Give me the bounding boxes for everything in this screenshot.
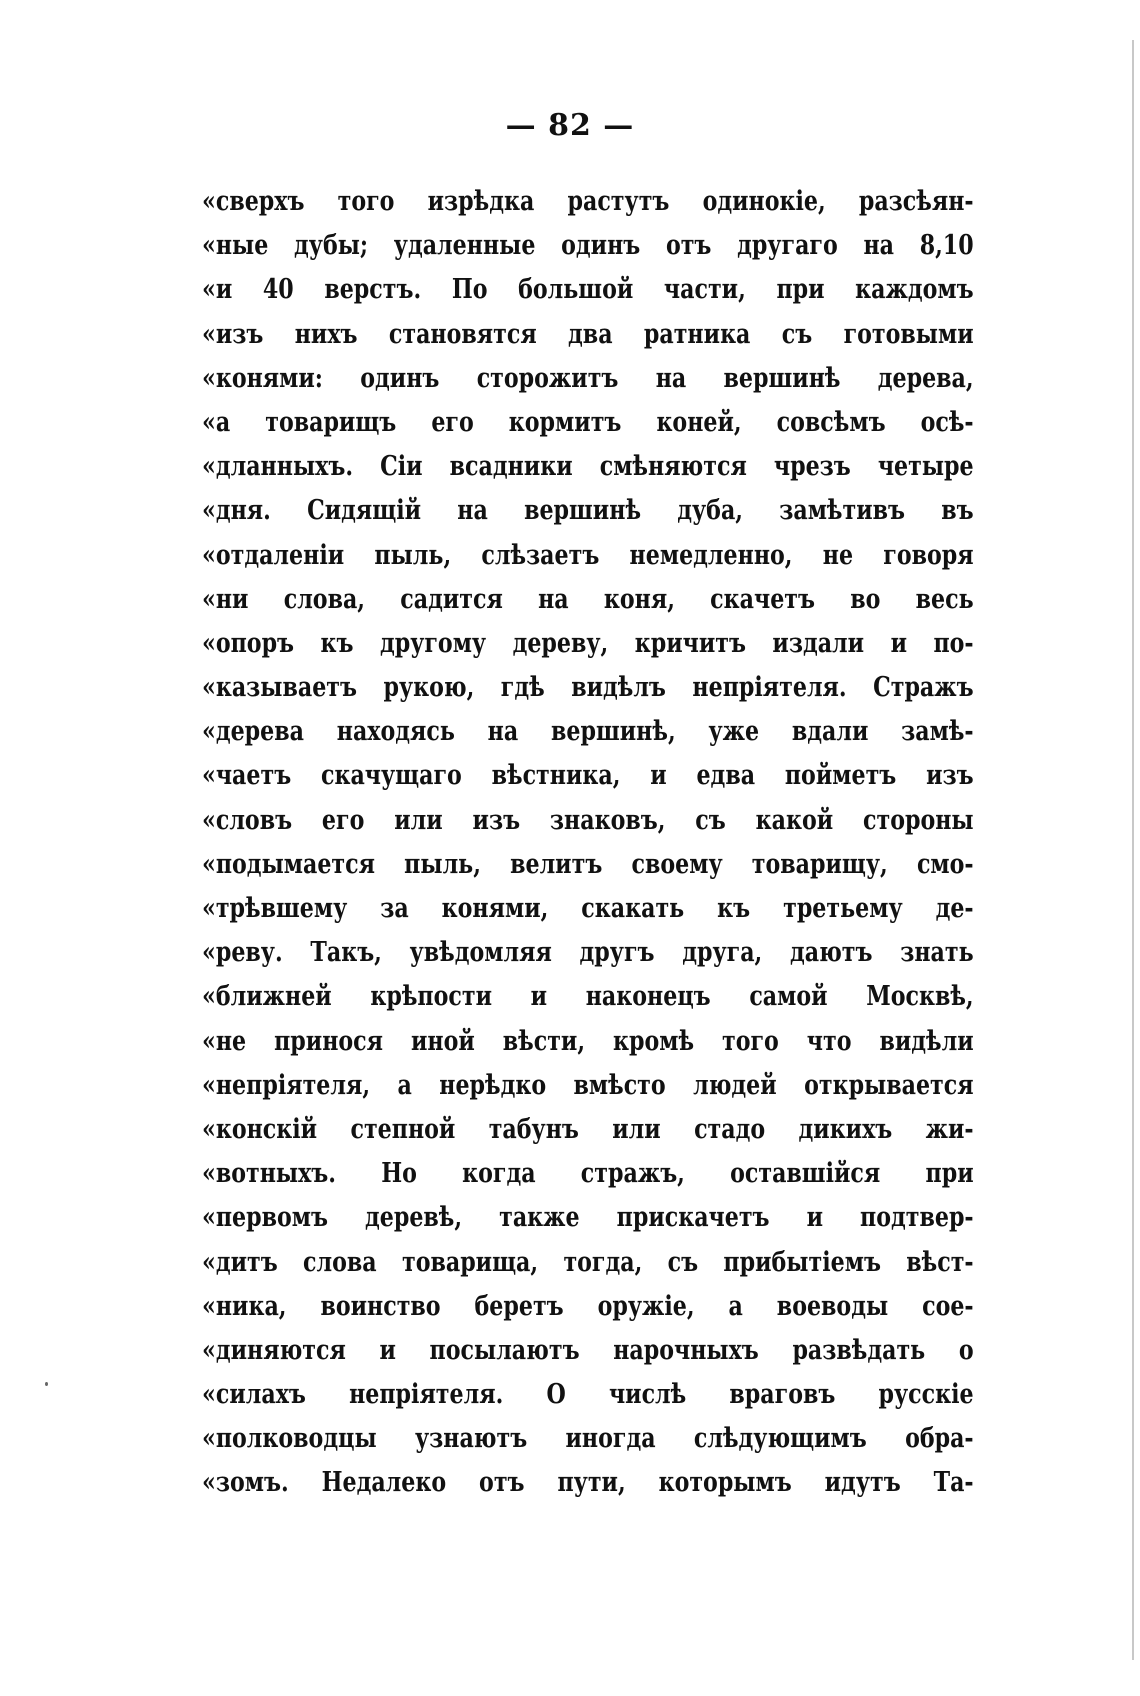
text-line: «ни слова, садится на коня, скачетъ во весь: [202, 583, 974, 615]
text-line: «зомъ. Недалеко отъ пути, которымъ идутъ Та-: [202, 1467, 974, 1499]
text-line: «дерева находясь на вершинѣ, уже вдали замѣ-: [202, 716, 974, 748]
text-line: «реву. Такъ, увѣдомляя другъ друга, даютъ знать: [202, 937, 974, 969]
body-text: [202, 180, 974, 1506]
text-line: «опоръ къ другому дереву, кричитъ издали и по-: [202, 627, 974, 659]
text-line: «отдаленіи пыль, слѣзаетъ немедленно, не говоря: [202, 539, 974, 571]
text-line: «не принося иной вѣсти, кромѣ того что видѣли: [202, 1025, 974, 1057]
text-line: «казываетъ рукою, гдѣ видѣлъ непріятеля. Стражъ: [202, 672, 974, 704]
text-line: «сверхъ того изрѣдка растутъ одинокіе, разсѣян-: [202, 186, 974, 217]
text-line: «конскій степной табунъ или стадо дикихъ жи-: [202, 1113, 974, 1145]
text-line: «дитъ слова товарища, тогда, съ прибытіемъ вѣст-: [202, 1246, 974, 1278]
text-line: «силахъ непріятеля. О числѣ враговъ русскіе: [202, 1379, 974, 1411]
text-line: «первомъ деревѣ, также прискачетъ и подтвер-: [202, 1202, 974, 1234]
text-line: «ника, воинство беретъ оружіе, а воеводы сое-: [202, 1290, 974, 1322]
page-edge-shadow: [1132, 40, 1134, 1660]
text-line: «дня. Сидящій на вершинѣ дуба, замѣтивъ въ: [202, 495, 974, 527]
text-line: «ближней крѣпости и наконецъ самой Москвѣ,: [202, 981, 974, 1013]
text-line: «изъ нихъ становятся два ратника съ готовыми: [202, 318, 974, 350]
text-line: «диняются и посылаютъ нарочныхъ развѣдать о: [202, 1334, 974, 1366]
text-line: «подымается пыль, велитъ своему товарищу, смо-: [202, 848, 974, 880]
page-number: — 82 —: [505, 108, 635, 143]
text-line: «вотныхъ. Но когда стражъ, оставшійся при: [202, 1158, 974, 1190]
text-line: «и 40 верстъ. По большой части, при каждомъ: [202, 274, 974, 306]
text-line: «трѣвшему за конями, скакать къ третьему де-: [202, 893, 974, 924]
text-line: «дланныхъ. Сіи всадники смѣняются чрезъ четыре: [202, 451, 974, 483]
text-line: «а товарищъ его кормитъ коней, совсѣмъ осѣ-: [202, 406, 974, 438]
text-line: «ные дубы; удаленные одинъ отъ другаго на 8,10: [202, 230, 974, 262]
text-line: «чаетъ скачущаго вѣстника, и едва пойметъ изъ: [202, 760, 974, 792]
scan-speck: [45, 1382, 48, 1386]
text-line: «непріятеля, а нерѣдко вмѣсто людей открывается: [202, 1069, 974, 1101]
text-line: «конями: одинъ сторожитъ на вершинѣ дерева,: [202, 362, 974, 394]
text-line: «полководцы узнаютъ иногда слѣдующимъ обра-: [202, 1423, 974, 1455]
text-line: «словъ его или изъ знаковъ, съ какой стороны: [202, 804, 974, 836]
